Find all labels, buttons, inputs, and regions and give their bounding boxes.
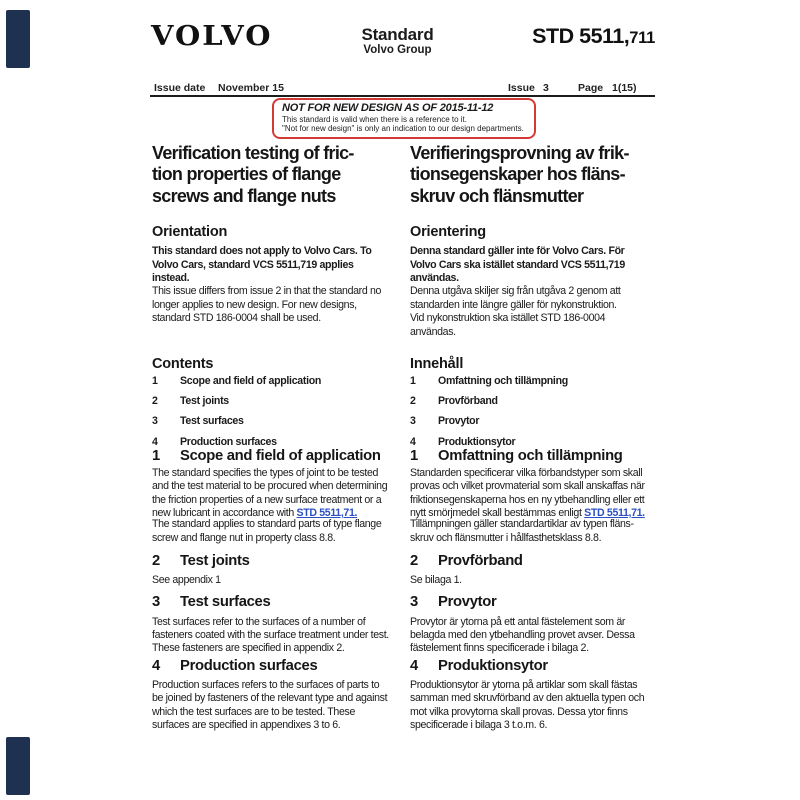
section-3-para-en: Test surfaces refer to the surfaces of a number of fasteners coated with the surface treatment under test. These fasteners are specified in appendix 2. [152, 615, 389, 655]
issue-number: 3 [543, 82, 549, 94]
document-type-block [320, 25, 475, 57]
orientation-text-sv: Denna utgåva skiljer sig från utgåva 2 genom att standarden inte längre gäller för nykonstruktion. Vid nykonstruktion ska istället STD 186-0004 användas. [410, 285, 621, 338]
contents-item: 3 Test surfaces [152, 415, 244, 428]
orientation-bold-sv: Denna standard gäller inte för Volvo Cars. För Volvo Cars ska istället standard VCS 5511,719 användas. [410, 245, 625, 285]
notice-line-2: "Not for new design" is only an indication to our design departments. [282, 124, 524, 134]
contents-list-sv [410, 375, 655, 456]
section-4-heading-en: 4 Production surfaces [152, 657, 318, 674]
standard-number [532, 24, 655, 49]
section-1-para-1-sv: Standarden specificerar vilka förbandstyper som skall provas och vilket provmaterial som skall anskaffas när friktionsegenskaperna hos en ny ytbehandling eller ett nytt smörjmedel skall bestämmas enligt STD 5511,71. [410, 466, 645, 519]
std-5511-71-link[interactable]: STD 5511,71. [296, 506, 358, 519]
issue-row [152, 82, 657, 95]
contents-heading-sv: Innehåll [410, 356, 464, 372]
intro-block-sv [410, 141, 655, 356]
notice-title: NOT FOR NEW DESIGN AS OF 2015-11-12 [282, 102, 494, 114]
column-swedish [410, 141, 655, 732]
standard-number-suffix: 711 [629, 29, 655, 47]
contents-item: 1 Scope and field of application [152, 375, 322, 387]
section-1-heading-sv: 1 Omfattning och tillämpning [410, 447, 623, 464]
contents-item: 4 Production surfaces [152, 435, 277, 448]
document-type: Standard [361, 25, 434, 44]
issue-date-label: Issue date [154, 82, 206, 94]
section-1-para-1-en: The standard specifies the types of joint to be tested and the test material to be procured when determining the friction properties of a new surface treatment or a new lubricant in accordance with STD 5511,71. [152, 466, 388, 519]
std-5511-71-link[interactable]: STD 5511,71. [584, 506, 645, 519]
orientation-bold-en: This standard does not apply to Volvo Cars. To Volvo Cars, standard VCS 5511,719 applies instead. [152, 245, 372, 285]
volvo-logo: VOLVO [151, 20, 273, 52]
contents-item: 1 Omfattning och tillämpning [410, 375, 568, 387]
contents-list-en [152, 375, 397, 456]
organization: Volvo Group [363, 44, 432, 56]
contents-item: 2 Test joints [152, 395, 229, 408]
section-2-para-sv: Se bilaga 1. [410, 574, 462, 587]
section-4-para-en: Production surfaces refers to the surfaces of parts to be joined by fasteners of the relevant type and against which the test surfaces are to be tested. These surfaces are specified in appendixes 3 to 6. [152, 678, 388, 732]
column-english [152, 141, 397, 732]
page-label: Page [578, 82, 604, 94]
orientation-heading-sv: Orientering [410, 224, 486, 241]
intro-block-en [152, 141, 397, 356]
section-2-para-en: See appendix 1 [152, 574, 221, 587]
revision-bar-top [6, 10, 30, 68]
contents-item: 2 Provförband [410, 395, 498, 408]
orientation-text-en: This issue differs from issue 2 in that the standard no longer applies to new design. For new designs, standard STD 186-0004 shall be used. [152, 285, 382, 325]
document-title-sv: Verifieringsprovning av frik- tionsegenskaper hos fläns- skruv och flänsmutter [410, 143, 629, 206]
contents-item: 3 Provytor [410, 415, 480, 428]
not-for-new-design-notice [272, 98, 536, 139]
document-body [152, 141, 655, 732]
section-3-para-sv: Provytor är ytorna på ett antal fästelement som är belagda med den ytbehandling provet avser. Dessa fästelement finns specificerade i bilaga 2. [410, 615, 635, 655]
section-2-heading-en: 2 Test joints [152, 553, 250, 570]
section-4-para-sv: Produktionsytor är ytorna på artiklar som skall fästas samman med skruvförband av den aktuella typen och mot vilka provytorna skall provas. Dessa ytor finns specificerade i bilaga 3 t.o.m. 6. [410, 678, 645, 732]
section-1-para-2-en: The standard applies to standard parts of type flange screw and flange nut in property class 8.8. [152, 518, 382, 544]
document-title-en: Verification testing of fric- tion properties of flange screws and flange nuts [152, 143, 354, 206]
standard-number-prefix: STD 5511, [532, 24, 630, 48]
issue-date-value: November 15 [218, 82, 284, 94]
page-number: 1(15) [612, 82, 637, 94]
section-1-heading-en: 1 Scope and field of application [152, 447, 381, 464]
header-divider [150, 95, 655, 97]
section-1-para-2-sv: Tillämpningen gäller standardartiklar av typen fläns- skruv och flänsmutter i hållfasthetsklass 8.8. [410, 518, 634, 544]
contents-heading-en: Contents [152, 356, 214, 372]
issue-label: Issue [508, 82, 535, 94]
notice-line-1: This standard is valid when there is a reference to it. [282, 115, 467, 124]
section-4-heading-sv: 4 Produktionsytor [410, 657, 548, 674]
revision-bar-bottom [6, 737, 30, 795]
section-2-heading-sv: 2 Provförband [410, 553, 523, 570]
section-3-heading-en: 3 Test surfaces [152, 593, 271, 610]
orientation-heading-en: Orientation [152, 224, 228, 241]
section-3-heading-sv: 3 Provytor [410, 593, 497, 610]
contents-item: 4 Produktionsytor [410, 435, 516, 448]
